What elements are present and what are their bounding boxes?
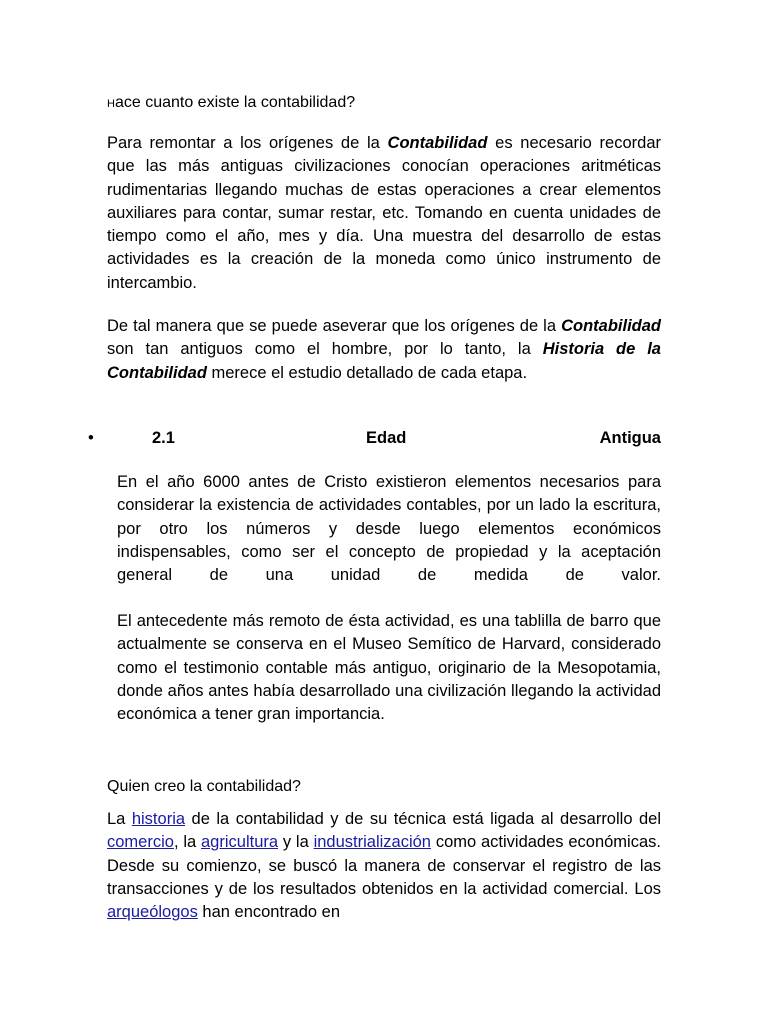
- paragraph-history: [107, 808, 661, 924]
- p2-emphasis-historia: Historia de la Contabilidad: [107, 340, 661, 382]
- paragraph-origins: [107, 132, 661, 295]
- p2-emphasis-contabilidad: Contabilidad: [561, 317, 661, 335]
- link-arqueologos[interactable]: arqueólogos: [107, 903, 198, 922]
- p1-emphasis-contabilidad: Contabilidad: [387, 134, 488, 152]
- link-historia[interactable]: historia: [131, 810, 186, 828]
- link-agricultura[interactable]: agricultura: [201, 833, 279, 852]
- link-comercio[interactable]: comercio: [107, 833, 174, 852]
- title-first-letter: H: [107, 98, 115, 110]
- title-rest: ace cuanto existe la contabilidad?: [114, 94, 356, 111]
- paragraph-6000-bc: En el año 6000 antes de Cristo existieron elementos necesarios para considerar la existencia de actividades contables, por un lado la escritura, por otro los números y desde luego elementos económicos indispensables, como ser el concepto de propiedad y la aceptación general de una unidad de medida de valor.: [117, 473, 661, 585]
- paragraph-tablilla: El antecedente más remoto de ésta actividad, es una tablilla de barro que actualmente se conserva en el Museo Semítico de Harvard, considerado como el testimonio contable más antiguo, originario de la Mesopotamia, donde años antes había desarrollado una civilización llegando la actividad económica a tener gran importancia.: [117, 612, 661, 724]
- p2-text-2: son tan antiguos como el hombre, por lo tanto, la: [107, 340, 543, 359]
- p2-text-1: De tal manera que se puede aseverar que los orígenes de la: [107, 317, 562, 335]
- section-title-word-1: Edad: [366, 429, 407, 447]
- question-heading-2: Quien creo la contabilidad?: [107, 778, 301, 795]
- p5-text-6: han encontrado en: [197, 903, 341, 922]
- p5-text-4: y la: [278, 833, 314, 852]
- link-industrializacion[interactable]: industrialización: [313, 833, 431, 852]
- p2-text-3: merece el estudio detallado de cada etapa.: [206, 363, 528, 382]
- p5-text-2: de la contabilidad y de su técnica está ligada al desarrollo del: [185, 810, 662, 828]
- section-title-word-2: Antigua: [599, 429, 661, 447]
- bullet-icon: •: [88, 429, 94, 447]
- p1-text-1: Para remontar a los orígenes de la: [107, 134, 388, 152]
- p5-text-3: , la: [173, 833, 201, 852]
- question-heading-1: [107, 92, 355, 115]
- p1-text-2: es necesario recordar que las más antiguas civilizaciones conocían operaciones aritméticas rudimentarias llegando muchas de estas operaciones a crear elementos auxiliares para contar, sumar restar, etc. Tomando en cuenta unidades de tiempo como el año, mes y día. Una muestra del desarrollo de estas actividades es la creación de la moneda como único instrumento de intercambio.: [107, 134, 661, 292]
- section-number: 2.1: [152, 429, 175, 447]
- paragraph-conclusion: [107, 315, 661, 385]
- section-heading-edad-antigua: [88, 426, 661, 450]
- p5-text-1: La: [107, 810, 132, 828]
- p5-text-5: como actividades económicas. Desde su comienzo, se buscó la manera de conservar el registro de las transacciones y de los resultados obtenidos en la actividad comercial. Los: [107, 833, 661, 898]
